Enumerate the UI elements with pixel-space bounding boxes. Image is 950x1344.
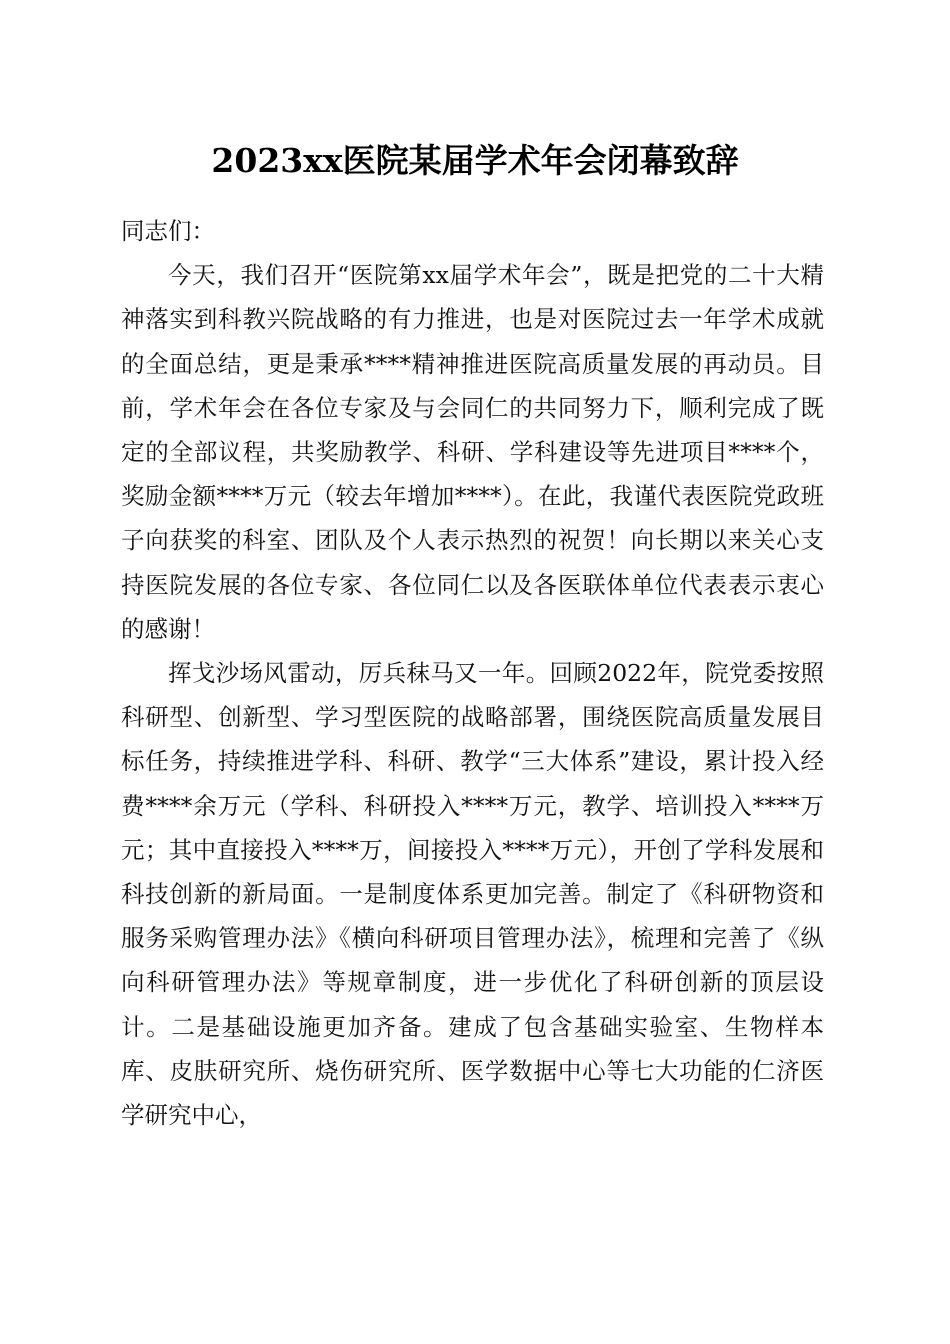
paragraph: 挥戈沙场风雷动，厉兵秣马又一年。回顾2022年，院党委按照科研型、创新型、学习型医院的战略部署，围绕医院高质量发展目标任务，持续推进学科、科研、教学“三大体系”建设，累计投入经费****余万元（学科、科研投入****万元，教学、培训投入****万元；其中直接投入****万，间接投入****万元），开创了学科发展和科技创新的新局面。一是制度体系更加完善。制定了《科研物资和服务采购管理办法》《横向科研项目管理办法》，梳理和完善了《纵向科研管理办法》等规章制度，进一步优化了科研创新的顶层设计。二是基础设施更加齐备。建成了包含基础实验室、生物样本库、皮肤研究所、烧伤研究所、医学数据中心等七大功能的仁济医学研究中心， [121, 659, 824, 1130]
paragraph: 今天，我们召开“医院第xx届学术年会”，既是把党的二十大精神落实到科教兴院战略的有力推进，也是对医院过去一年学术成就的全面总结，更是秉承****精神推进医院高质量发展的再动员。目前，学术年会在各位专家及与会同仁的共同努力下，顺利完成了既定的全部议程，共奖励教学、科研、学科建设等先进项目****个，奖励金额****万元（较去年增加****）。在此，我谨代表医院党政班子向获奖的科室、团队及个人表示热烈的祝贺！向长期以来关心支持医院发展的各位专家、各位同仁以及各医联体单位代表表示衷心的感谢！ [121, 261, 824, 643]
document-body [121, 209, 824, 1137]
salutation: 同志们： [121, 217, 215, 245]
document-title: 2023xx医院某届学术年会闭幕致辞 [211, 141, 739, 180]
